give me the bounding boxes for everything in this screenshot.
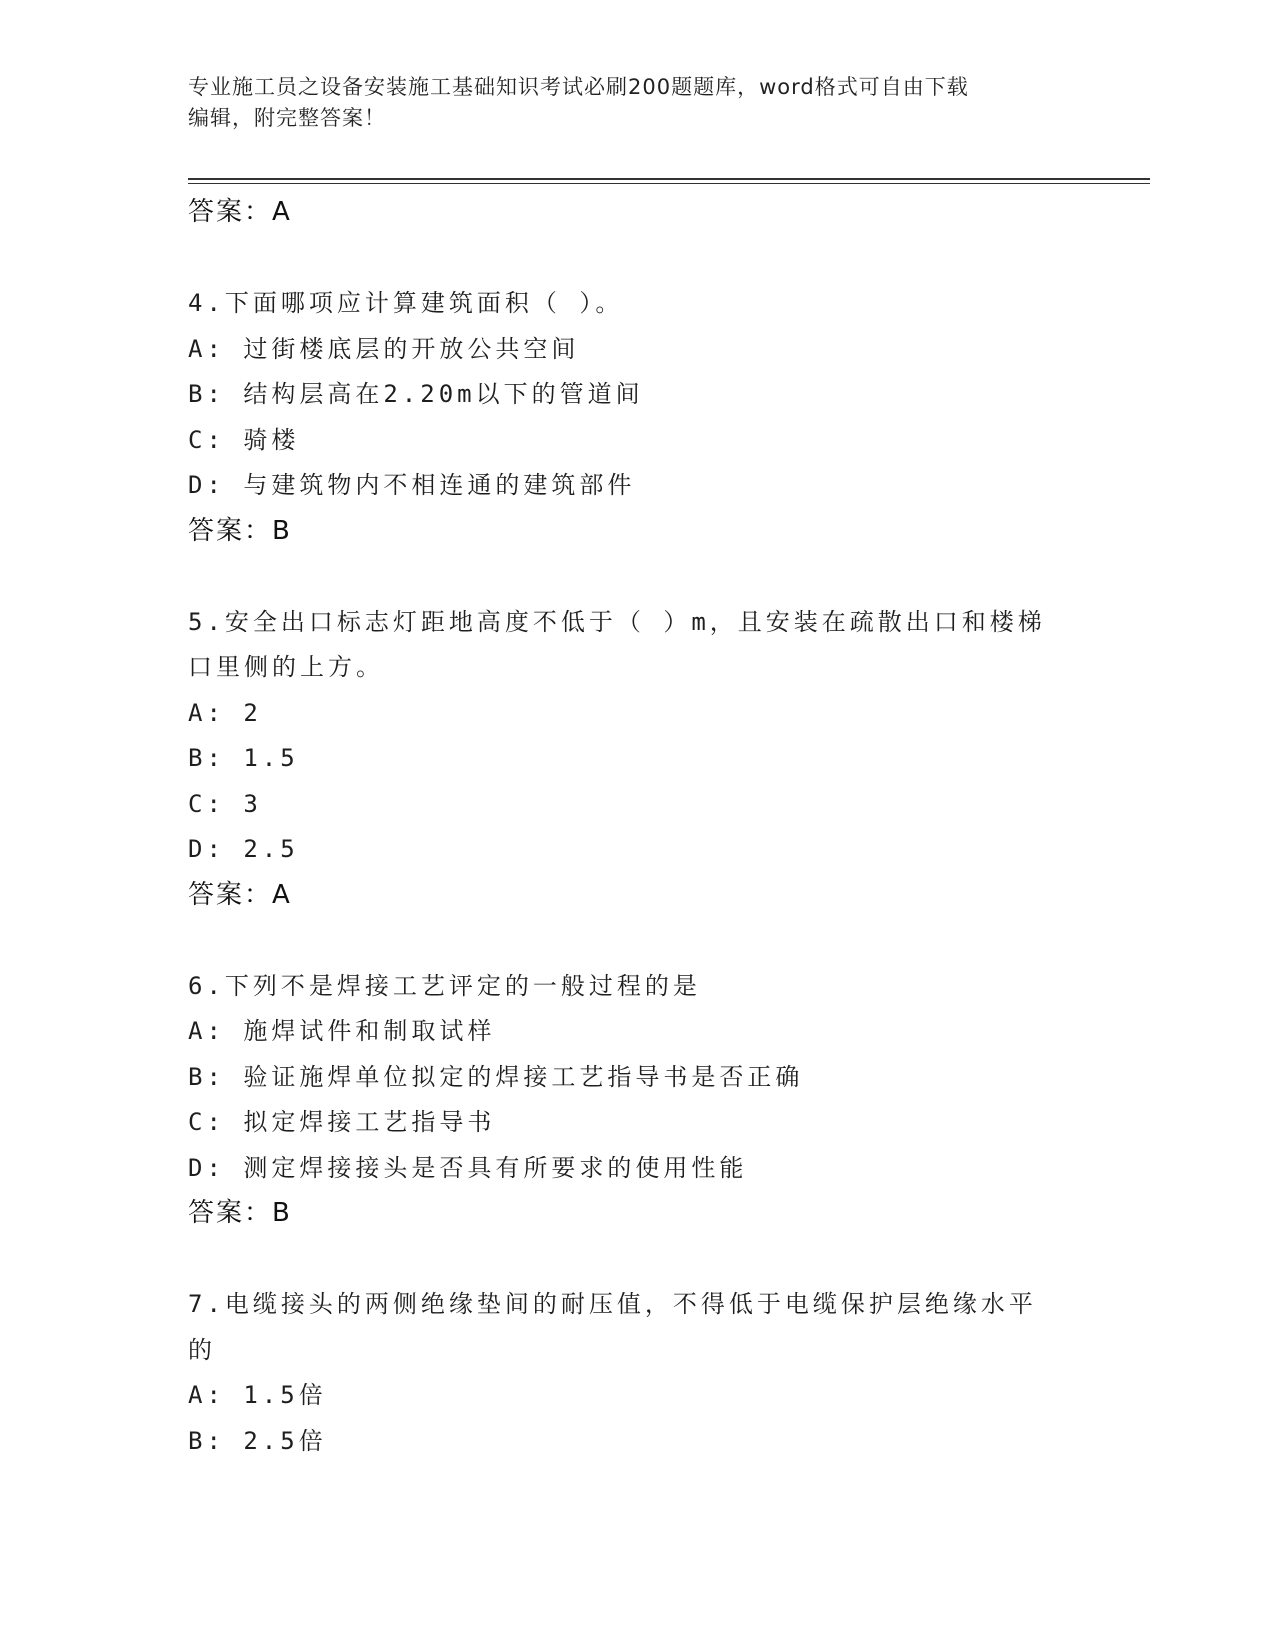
question-text-5-line-1: 5.安全出口标志灯距地高度不低于（ ）m，且安装在疏散出口和楼梯 xyxy=(188,607,1046,636)
option-d-5: D: 2.5 xyxy=(188,835,299,863)
option-c-5: C: 3 xyxy=(188,789,262,818)
option-a-5: A: 2 xyxy=(188,698,262,727)
question-text-5-line-2: 口里侧的上方。 xyxy=(188,653,384,681)
option-b-7: B: 2.5倍 xyxy=(188,1426,327,1455)
option-c-6: C: 拟定焊接工艺指导书 xyxy=(188,1108,496,1136)
spacer xyxy=(188,1237,1088,1283)
option-d-6: D: 测定焊接接头是否具有所要求的使用性能 xyxy=(188,1153,748,1182)
question-text-7-line-1: 7.电缆接头的两侧绝缘垫间的耐压值，不得低于电缆保护层绝缘水平 xyxy=(188,1290,1037,1318)
document-header xyxy=(188,72,1068,134)
question-block-6 xyxy=(188,964,1088,1237)
option-c-4: C: 骑楼 xyxy=(188,425,300,454)
answer-q4: 答案：B xyxy=(188,515,292,546)
answer-q3: 答案：A xyxy=(188,197,292,227)
header-divider-thin xyxy=(188,183,1150,184)
question-block-5 xyxy=(188,600,1088,919)
header-divider-thick xyxy=(188,178,1150,180)
option-b-6: B: 验证施焊单位拟定的焊接工艺指导书是否正确 xyxy=(188,1062,804,1091)
question-list xyxy=(188,190,1088,1464)
question-text-6: 6.下列不是焊接工艺评定的一般过程的是 xyxy=(188,971,701,1000)
option-b-5: B: 1.5 xyxy=(188,744,299,772)
option-d-4: D: 与建筑物内不相连通的建筑部件 xyxy=(188,471,636,499)
question-text-7-line-2: 的 xyxy=(188,1335,216,1364)
option-a-6: A: 施焊试件和制取试样 xyxy=(188,1017,496,1045)
question-text-4: 4.下面哪项应计算建筑面积（ ）。 xyxy=(188,289,624,317)
header-title-line-1: 专业施工员之设备安装施工基础知识考试必刷200题题库，word格式可自由下载 xyxy=(188,75,969,99)
answer-q5: 答案：A xyxy=(188,879,292,910)
spacer xyxy=(188,236,1088,282)
option-a-4: A: 过街楼底层的开放公共空间 xyxy=(188,334,580,363)
header-title-line-2: 编辑，附完整答案！ xyxy=(188,106,386,130)
question-block-4 xyxy=(188,281,1088,554)
answer-q6: 答案：B xyxy=(188,1198,292,1228)
option-a-7: A: 1.5倍 xyxy=(188,1381,327,1409)
spacer xyxy=(188,918,1088,964)
question-block-7 xyxy=(188,1282,1088,1464)
spacer xyxy=(188,554,1088,600)
option-b-4: B: 结构层高在2.20m以下的管道间 xyxy=(188,380,644,408)
